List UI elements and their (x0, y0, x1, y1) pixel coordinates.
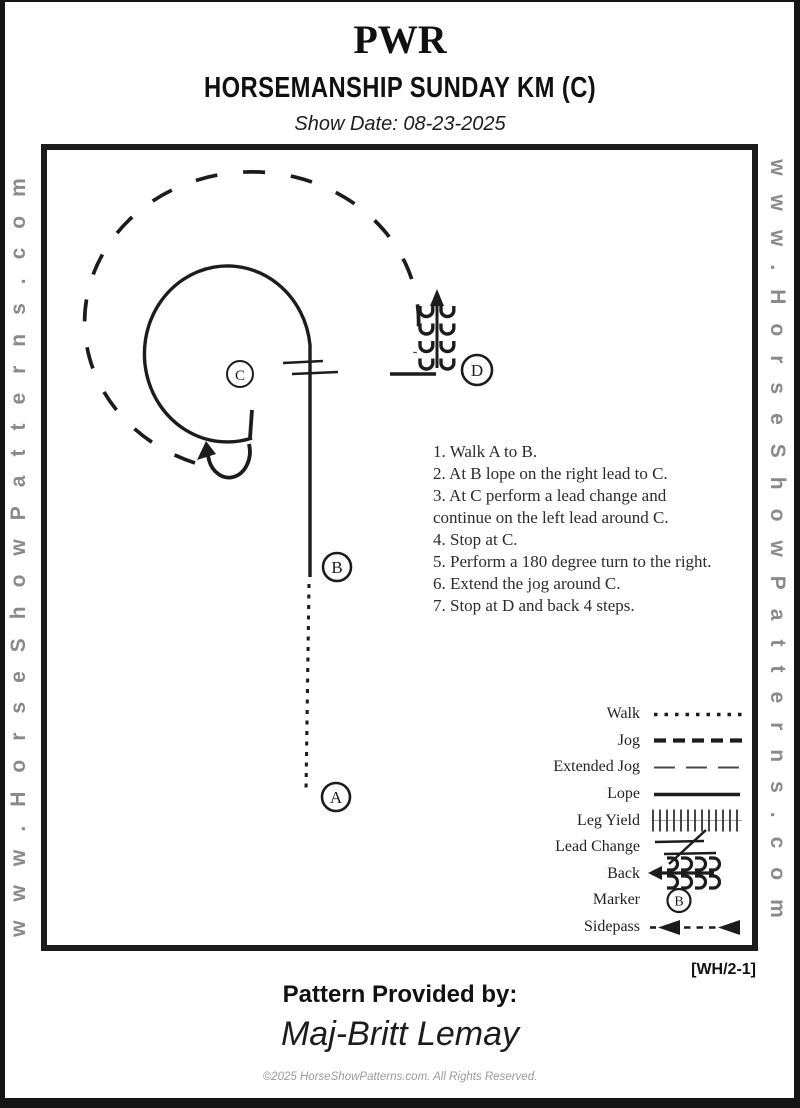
legend-label: Back (607, 864, 640, 882)
legend-row-lope (452, 781, 744, 808)
jog-line-symbol (650, 727, 744, 754)
svg-text:B: B (331, 558, 343, 577)
back-symbol-legend (650, 860, 744, 887)
legend-row-lead-change (452, 834, 744, 861)
instruction-3: 3. At C perform a lead change and continue on the left lead around C. (433, 486, 669, 527)
walk-path (306, 584, 309, 792)
legend-row-walk (452, 701, 744, 728)
provider-name: Maj-Britt Lemay (280, 1015, 520, 1053)
watermark-right: www.HorseShowPatterns.com (766, 159, 789, 937)
marker-symbol-legend (650, 887, 744, 914)
instruction-5: 5. Perform a 180 degree turn to the right. (433, 552, 712, 571)
legend-row-extended-jog (452, 754, 744, 781)
legend-label: Marker (592, 891, 640, 909)
provided-by-label: Pattern Provided by: (282, 981, 518, 1008)
svg-text:D: D (470, 361, 484, 380)
marker-c (227, 361, 253, 387)
marker-a (322, 783, 350, 811)
legend-row-jog (452, 728, 744, 755)
show-date: Show Date: 08-23-2025 (294, 113, 506, 135)
legend-label: Extended Jog (553, 758, 640, 776)
legend-row-sidepass (452, 914, 744, 941)
back-symbol-d (420, 289, 454, 369)
turn-180-arrow (197, 441, 250, 478)
lope-line-symbol (650, 781, 744, 808)
sidepass-symbol-legend (650, 914, 744, 941)
legend-label: Leg Yield (577, 811, 640, 829)
class-title-text: HORSEMANSHIP SUNDAY KM (C) (203, 72, 597, 104)
lead-change-symbol-legend (650, 834, 744, 861)
instruction-7: 7. Stop at D and back 4 steps. (433, 596, 635, 615)
watermark-left: www.HorseShowPatterns.com (7, 159, 30, 937)
pattern-code: [WH/2-1] (691, 961, 756, 978)
marker-b (323, 553, 351, 581)
instruction-6: 6. Extend the jog around C. (433, 574, 621, 593)
legend-label: Lope (607, 785, 640, 803)
marker-d (462, 355, 492, 385)
legend-label: Jog (617, 731, 640, 749)
legend-row-leg-yield (452, 807, 744, 834)
svg-text:B: B (674, 894, 684, 910)
legend-label: Lead Change (555, 838, 640, 856)
svg-text:C: C (234, 368, 246, 384)
walk-line-symbol (650, 701, 744, 728)
organization-title: PWR (353, 17, 447, 62)
lope-path (144, 266, 310, 577)
instructions-list (433, 441, 715, 617)
legend-label: Sidepass (584, 918, 640, 936)
legend (452, 701, 744, 940)
stop-bar-c (250, 410, 252, 438)
legend-row-marker (452, 887, 744, 914)
instruction-2: 2. At B lope on the right lead to C. (433, 464, 668, 483)
legend-label: Walk (606, 705, 640, 723)
legend-row-back (452, 861, 744, 888)
instruction-4: 4. Stop at C. (433, 530, 518, 549)
leg-yield-symbol (650, 807, 744, 834)
instruction-1: 1. Walk A to B. (433, 442, 538, 461)
svg-text:A: A (329, 788, 343, 807)
extended-jog-line-symbol (650, 754, 744, 781)
copyright-text: ©2025 HorseShowPatterns.com. All Rights Reserved. (262, 1071, 538, 1083)
